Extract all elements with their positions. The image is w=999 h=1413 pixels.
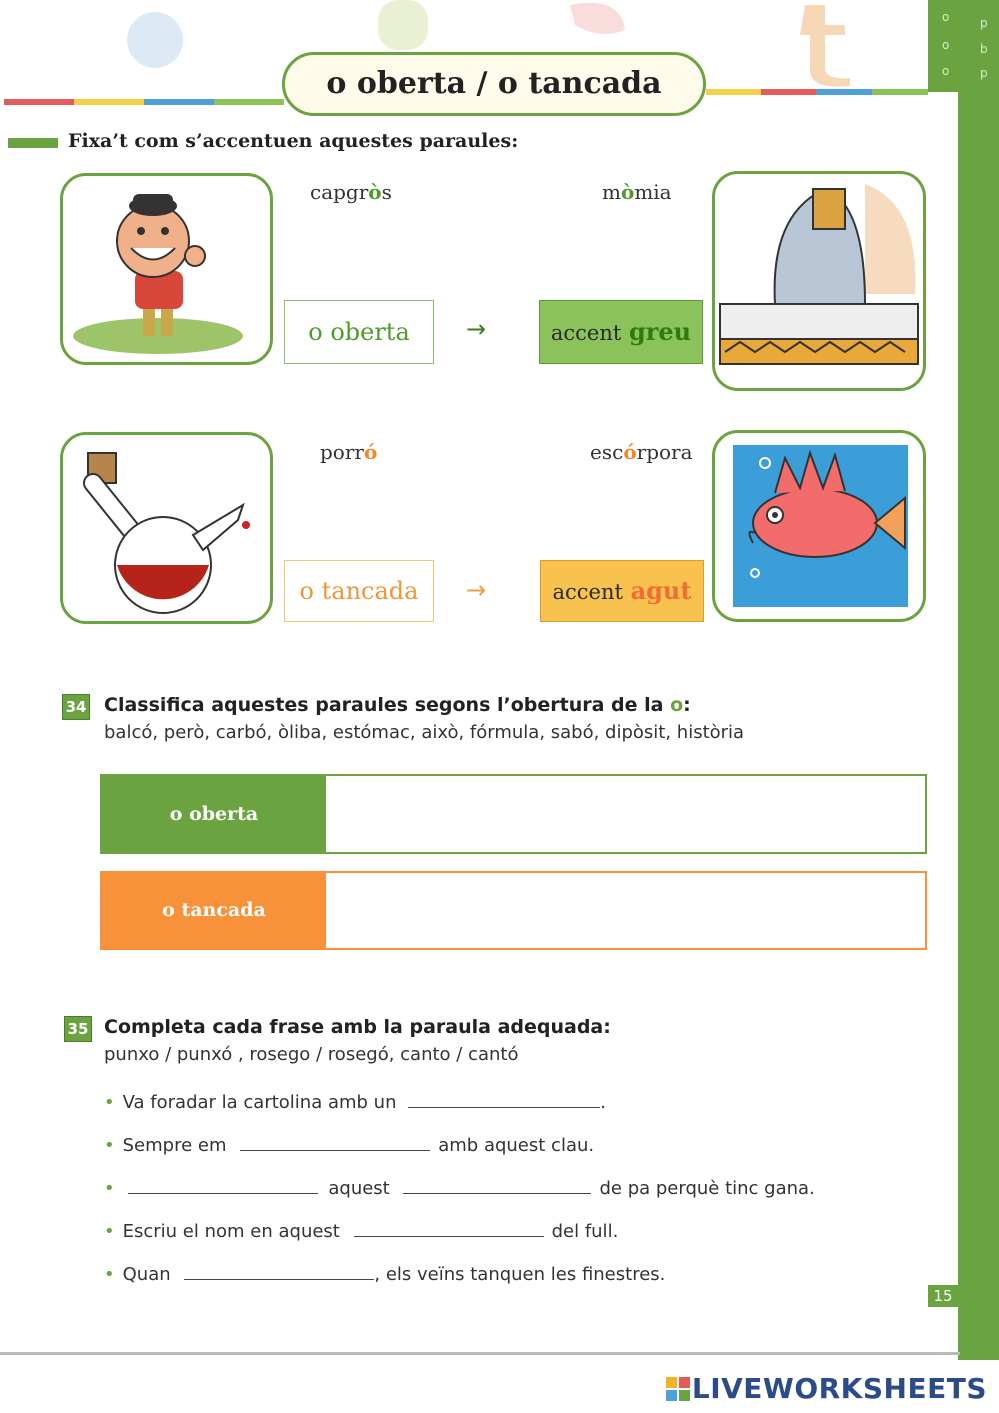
intro-bar bbox=[8, 138, 58, 148]
exercise-35-instruction: Completa cada frase amb la paraula adequada: bbox=[104, 1016, 611, 1038]
band-letter: o bbox=[942, 38, 950, 52]
exercise-number-35: 35 bbox=[64, 1016, 92, 1042]
o-tancada-row-label: o tancada bbox=[102, 873, 326, 948]
footer-line bbox=[0, 1352, 960, 1355]
o-tancada-label: o tancada bbox=[284, 560, 434, 622]
blank-input[interactable] bbox=[403, 1179, 591, 1194]
brand-name: LIVEWORKSHEETS bbox=[691, 1372, 987, 1405]
blank-input[interactable] bbox=[240, 1136, 430, 1151]
band-letter: p bbox=[980, 66, 988, 80]
word-momia: mòmia bbox=[602, 180, 672, 204]
color-stripe-left bbox=[4, 90, 284, 96]
o-tancada-row bbox=[100, 871, 927, 950]
sentence-2: • Sempre em amb aquest clau. bbox=[104, 1135, 595, 1156]
escorpora-picture bbox=[712, 430, 926, 622]
exercise-34-instruction: Classifica aquestes paraules segons l’obertura de la o: bbox=[104, 694, 691, 716]
blank-input[interactable] bbox=[408, 1093, 600, 1108]
band-letter: o bbox=[942, 64, 950, 78]
arrow-icon: → bbox=[466, 576, 487, 604]
sentence-3: • aquest de pa perquè tinc gana. bbox=[104, 1178, 815, 1199]
intro-text: Fixa’t com s’accentuen aquestes paraules: bbox=[68, 130, 519, 152]
page-number: 15 bbox=[928, 1285, 958, 1307]
blank-input[interactable] bbox=[128, 1179, 318, 1194]
liveworksheets-logo-icon bbox=[666, 1375, 690, 1399]
o-tancada-input[interactable] bbox=[326, 873, 925, 948]
color-stripe-right bbox=[706, 80, 928, 86]
word-escorpora: escórpora bbox=[590, 440, 693, 464]
side-band bbox=[958, 0, 999, 1360]
o-oberta-row-label: o oberta bbox=[102, 776, 326, 852]
blank-input[interactable] bbox=[184, 1265, 374, 1280]
band-letter: b bbox=[980, 42, 988, 56]
porro-picture bbox=[60, 432, 273, 624]
exercise-number-34: 34 bbox=[62, 694, 90, 720]
sentence-5: • Quan , els veïns tanquen les finestres. bbox=[104, 1264, 666, 1285]
band-letter: p bbox=[980, 16, 988, 30]
sentence-1: • Va foradar la cartolina amb un . bbox=[104, 1092, 606, 1113]
arrow-icon: → bbox=[466, 315, 487, 343]
accent-agut-label: accent agut bbox=[540, 560, 704, 622]
momia-picture bbox=[712, 171, 926, 391]
band-letter: o bbox=[942, 10, 950, 24]
sentence-4: • Escriu el nom en aquest del full. bbox=[104, 1221, 619, 1242]
exercise-34-words: balcó, però, carbó, òliba, estómac, això, fórmula, sabó, dipòsit, història bbox=[104, 722, 745, 743]
word-porro: porró bbox=[320, 440, 378, 464]
page-title: o oberta / o tancada bbox=[282, 52, 706, 116]
capgros-picture bbox=[60, 173, 273, 365]
o-oberta-input[interactable] bbox=[326, 776, 925, 852]
o-oberta-label: o oberta bbox=[284, 300, 434, 364]
exercise-35-options: punxo / punxó , rosego / rosegó, canto / cantó bbox=[104, 1044, 519, 1065]
blank-input[interactable] bbox=[354, 1222, 544, 1237]
o-oberta-row bbox=[100, 774, 927, 854]
brand bbox=[666, 1372, 987, 1405]
accent-greu-label: accent greu bbox=[539, 300, 703, 364]
word-capgros: capgròs bbox=[310, 180, 392, 204]
